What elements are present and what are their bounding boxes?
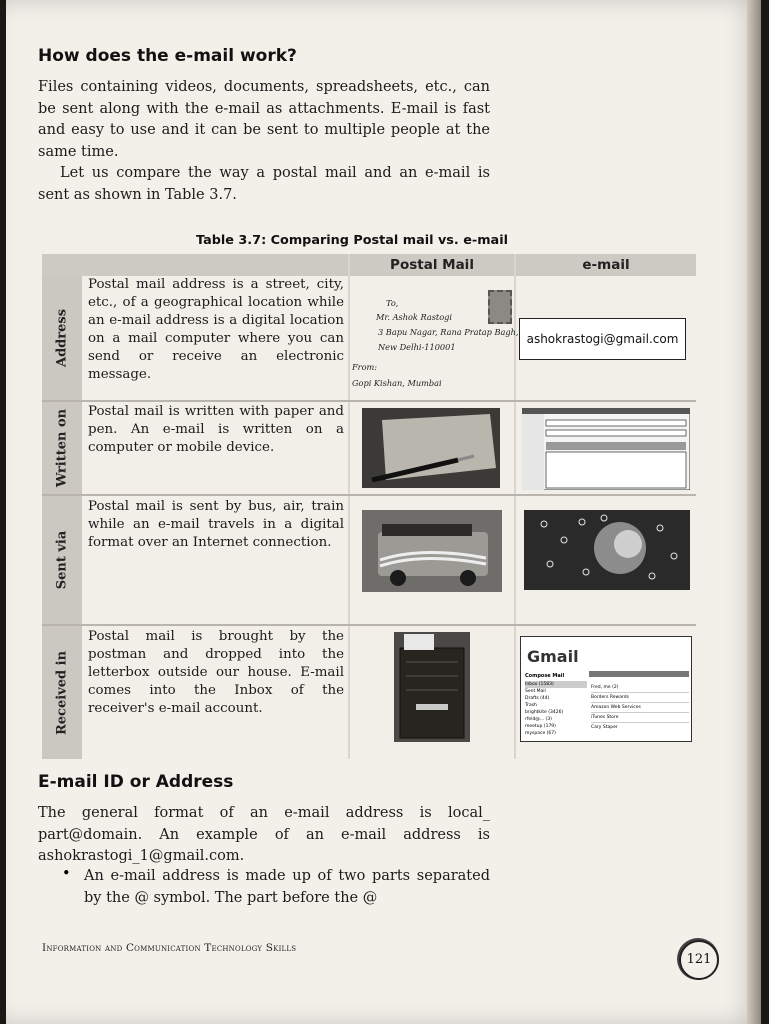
row-divider (42, 494, 696, 496)
gmail-folder: Drafts (44) (525, 696, 550, 701)
gmail-folder: brightkite (3426) (525, 710, 564, 715)
row-divider (42, 624, 696, 626)
bullet-email-parts: An e-mail address is made up of two parts separated by the @ symbol. The part before the @ (84, 868, 490, 906)
digital-network-globe-image (524, 510, 690, 590)
comparison-table (42, 254, 696, 759)
bullet-dot: • (62, 866, 71, 882)
page-spine-shadow (747, 0, 761, 1024)
gmail-message-list (591, 683, 689, 732)
envelope-to: To, (386, 298, 399, 308)
book-footer-title: Information and Communication Technology Skills (42, 942, 297, 954)
table-header-email: e-mail (516, 254, 696, 276)
gmail-message-sender: Amazon Web Services (591, 703, 689, 713)
table-header-blank (42, 254, 348, 276)
gmail-folder: Inbox (1583) (525, 681, 587, 688)
letterbox-photo (394, 632, 470, 742)
envelope-address-line1: 3 Bapu Nagar, Rana Pratap Bagh, (378, 327, 519, 337)
address-description: Postal mail address is a street, city, etc., of a geographical location while an e-mail address is a digital location on a mail computer where you can send or receive an electronic message. (88, 277, 344, 382)
gmail-logo: Gmail (527, 647, 579, 666)
envelope-name: Mr. Ashok Rastogi (376, 312, 452, 322)
computer-email-screenshot (522, 408, 690, 490)
written-on-description: Postal mail is written with paper and pen. An e-mail is written on a computer or mobile device. (88, 404, 344, 455)
envelope-sender: Gopi Kishan, Mumbai (352, 378, 442, 388)
gmail-folder: rfeld@... (3) (525, 717, 552, 722)
sent-via-description: Postal mail is sent by bus, air, train while an e-mail travels in a digital format over an Internet connection. (88, 499, 344, 550)
intro-paragraph: Files containing videos, documents, spreadsheets, etc., can be sent along with the e-mail as attachments. E-mail is fast and easy to use and it can be sent to multiple people at the same time. (38, 79, 490, 160)
row-label-sent-via: Sent via (42, 496, 82, 624)
row-label-written-on: Written on (42, 402, 82, 494)
column-divider (348, 254, 350, 759)
envelope-address-line2: New Delhi-110001 (378, 342, 456, 352)
gmail-message-sender: Fred, me (2) (591, 683, 689, 693)
received-in-description: Postal mail is brought by the postman and dropped into the letterbox outside our house. E-mail comes into the Inbox of the receiver's e-mail account. (88, 629, 344, 716)
page-number: 121 (679, 940, 719, 980)
envelope-from: From: (352, 362, 378, 372)
gmail-compose-link: Compose Mail (525, 673, 565, 679)
gmail-folder: Sent Mail (525, 689, 546, 694)
email-format-paragraph: The general format of an e-mail address is local_ part@domain. An example of an e-mail address is ashokrastogi_1@gmail.com. (38, 805, 490, 864)
postal-van-photo (362, 510, 502, 592)
section-heading-email-work: How does the e-mail work? (38, 46, 297, 66)
gmail-message-sender: iTunes Store (591, 713, 689, 723)
gmail-folder: Trash (525, 703, 537, 708)
envelope-address-image (352, 280, 519, 398)
row-divider (42, 400, 696, 402)
gmail-folder-list (525, 681, 587, 737)
gmail-message-sender: Borders Rewards (591, 693, 689, 703)
table-header-postal-mail: Postal Mail (350, 254, 514, 276)
email-address-box: ashokrastogi@gmail.com (519, 318, 686, 360)
book-page (6, 0, 761, 1024)
gmail-toolbar (589, 671, 689, 677)
gmail-message-sender: Cary Staper (591, 725, 618, 730)
row-label-address: Address (42, 276, 82, 400)
postage-stamp-icon (488, 290, 512, 324)
gmail-inbox-screenshot (520, 636, 692, 742)
section-heading-email-id: E-mail ID or Address (38, 772, 234, 792)
table-caption: Table 3.7: Comparing Postal mail vs. e-mail (196, 233, 508, 248)
row-label-received-in: Received in (42, 626, 82, 759)
paper-and-pen-photo (362, 408, 500, 488)
gmail-folder: meetup (179) (525, 724, 556, 729)
compare-paragraph: Let us compare the way a postal mail and an e-mail is sent as shown in Table 3.7. (38, 165, 490, 203)
gmail-folder: myspace (67) (525, 731, 556, 736)
